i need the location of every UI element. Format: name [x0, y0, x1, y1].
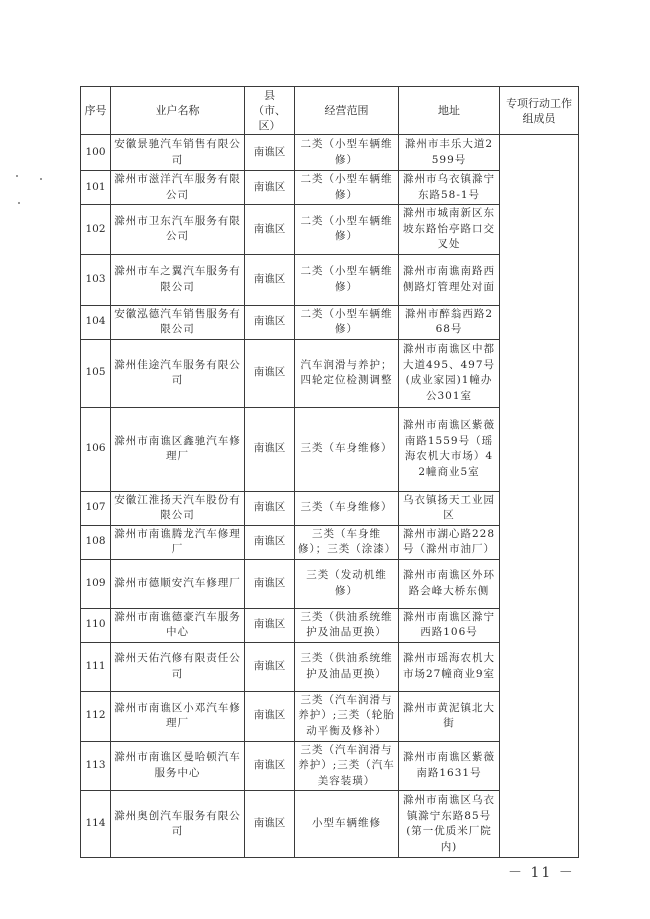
- address: 滁州市瑶海农机大市场27幢商业9室: [399, 642, 500, 691]
- header-no: 序号: [81, 87, 111, 135]
- business-name: 滁州市南谯区小邓汽车修理厂: [111, 691, 245, 741]
- business-scope: 三类（汽车润滑与养护）;三类（汽车美容装璜）: [295, 741, 399, 791]
- business-name: 滁州市南谯德豪汽车服务中心: [111, 608, 245, 642]
- address: 乌衣镇扬天工业园区: [399, 491, 500, 525]
- business-name: 滁州市德顺安汽车修理厂: [111, 559, 245, 608]
- row-number: 102: [81, 205, 111, 255]
- business-scope: 三类（供油系统维护及油品更换）: [295, 608, 399, 642]
- business-scope: 二类（小型车辆维修）: [295, 254, 399, 305]
- row-number: 103: [81, 254, 111, 305]
- business-scope: 小型车辆维修: [295, 791, 399, 858]
- county: 南谯区: [245, 491, 295, 525]
- business-scope: 汽车润滑与养护；四轮定位检测调整: [295, 339, 399, 407]
- table-row: [81, 135, 579, 171]
- county: 南谯区: [245, 205, 295, 255]
- row-number: 107: [81, 491, 111, 525]
- county: 南谯区: [245, 171, 295, 205]
- business-name: 滁州市南谯区鑫驰汽车修理厂: [111, 407, 245, 491]
- address: 滁州市乌衣镇滁宁东路58-1号: [399, 171, 500, 205]
- county: 南谯区: [245, 254, 295, 305]
- business-name: 安徽江淮扬天汽车股份有限公司: [111, 491, 245, 525]
- row-number: 105: [81, 339, 111, 407]
- row-number: 111: [81, 642, 111, 691]
- row-number: 101: [81, 171, 111, 205]
- scan-mark: [18, 202, 20, 204]
- business-name: 滁州佳途汽车服务有限公司: [111, 339, 245, 407]
- row-number: 110: [81, 608, 111, 642]
- business-scope: 三类（汽车润滑与养护）;三类（轮胎动平衡及修补）: [295, 691, 399, 741]
- address: 滁州市城南新区东坡东路怡亭路口交叉处: [399, 205, 500, 255]
- row-number: 112: [81, 691, 111, 741]
- scan-mark: [40, 178, 42, 180]
- county: 南谯区: [245, 407, 295, 491]
- row-number: 109: [81, 559, 111, 608]
- county: 南谯区: [245, 642, 295, 691]
- business-name: 滁州市卫东汽车服务有限公司: [111, 205, 245, 255]
- group-members-cell: [500, 135, 579, 858]
- county: 南谯区: [245, 525, 295, 559]
- page-number: － 11 －: [508, 865, 575, 881]
- row-number: 104: [81, 305, 111, 339]
- address: 滁州市丰乐大道2599号: [399, 135, 500, 171]
- business-name: 滁州市南谯腾龙汽车修理厂: [111, 525, 245, 559]
- business-scope: 三类（发动机维修）: [295, 559, 399, 608]
- county: 南谯区: [245, 741, 295, 791]
- business-name: 滁州市南谯区曼哈顿汽车服务中心: [111, 741, 245, 791]
- address: 滁州市南谯区中都大道495、497号(成业家园)1幢办公301室: [399, 339, 500, 407]
- business-name: 安徽景驰汽车销售有限公司: [111, 135, 245, 171]
- business-scope: 二类（小型车辆维修）: [295, 135, 399, 171]
- row-number: 108: [81, 525, 111, 559]
- header-name: 业户名称: [111, 87, 245, 135]
- address: 滁州市湖心路228号（滁州市油厂）: [399, 525, 500, 559]
- county: 南谯区: [245, 608, 295, 642]
- table-header-row: [81, 87, 579, 135]
- county: 南谯区: [245, 559, 295, 608]
- business-scope: 三类（供油系统维护及油品更换）: [295, 642, 399, 691]
- business-name: 安徽泓德汽车销售服务有限公司: [111, 305, 245, 339]
- business-scope: 三类（车身维修）: [295, 491, 399, 525]
- county: 南谯区: [245, 135, 295, 171]
- business-scope: 三类（车身维修）: [295, 407, 399, 491]
- address: 滁州市南谯区外环路会峰大桥东侧: [399, 559, 500, 608]
- address: 滁州市南谯区紫薇南路1631号: [399, 741, 500, 791]
- business-name: 滁州市车之翼汽车服务有限公司: [111, 254, 245, 305]
- row-number: 114: [81, 791, 111, 858]
- business-table: [80, 86, 579, 858]
- business-scope: 二类（小型车辆维修）: [295, 171, 399, 205]
- address: 滁州市南谯南路西侧路灯管理处对面: [399, 254, 500, 305]
- header-county: 县（市、区）: [245, 87, 295, 135]
- header-address: 地址: [399, 87, 500, 135]
- address: 滁州市南谯区紫薇南路1559号（瑶海农机大市场）42幢商业5室: [399, 407, 500, 491]
- header-scope: 经营范围: [295, 87, 399, 135]
- county: 南谯区: [245, 339, 295, 407]
- county: 南谯区: [245, 791, 295, 858]
- address: 滁州市南谯区乌衣镇滁宁东路85号(第一优质米厂院内): [399, 791, 500, 858]
- county: 南谯区: [245, 691, 295, 741]
- business-name: 滁州市滋洋汽车服务有限公司: [111, 171, 245, 205]
- business-scope: 二类（小型车辆维修）: [295, 305, 399, 339]
- business-name: 滁州天佑汽修有限责任公司: [111, 642, 245, 691]
- address: 滁州市南谯区滁宁西路106号: [399, 608, 500, 642]
- address: 滁州市黄泥镇北大街: [399, 691, 500, 741]
- business-name: 滁州奥创汽车服务有限公司: [111, 791, 245, 858]
- row-number: 100: [81, 135, 111, 171]
- row-number: 113: [81, 741, 111, 791]
- table-body: [81, 135, 579, 858]
- row-number: 106: [81, 407, 111, 491]
- header-group: 专项行动工作组成员: [500, 87, 579, 135]
- business-scope: 二类（小型车辆维修）: [295, 205, 399, 255]
- scan-mark: [16, 175, 18, 177]
- business-scope: 三类（车身维修）；三类（涂漆）: [295, 525, 399, 559]
- address: 滁州市醉翁西路268号: [399, 305, 500, 339]
- county: 南谯区: [245, 305, 295, 339]
